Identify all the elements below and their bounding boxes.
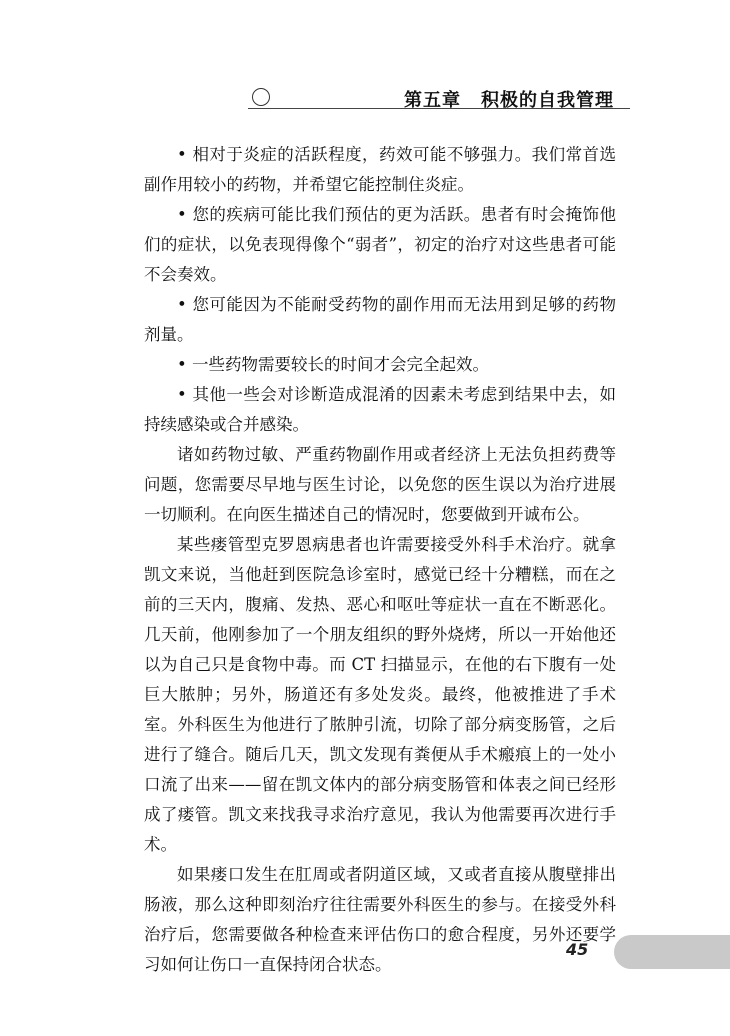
chapter-number: 第五章 bbox=[404, 90, 461, 111]
page-number: 45 bbox=[566, 940, 589, 959]
page-body bbox=[144, 140, 616, 980]
page-number-tab bbox=[614, 935, 730, 969]
chapter-header-circle bbox=[252, 88, 270, 106]
chapter-heading bbox=[404, 86, 614, 112]
chapter-title: 积极的自我管理 bbox=[481, 90, 614, 111]
paragraph: • 您可能因为不能耐受药物的副作用而无法用到足够的药物剂量。 bbox=[144, 295, 616, 344]
paragraph: 某些瘘管型克罗恩病患者也许需要接受外科手术治疗。就拿凯文来说，当他赶到医院急诊室时，感觉已经十分糟糕，而在之前的三天内，腹痛、发热、恶心和呕吐等症状一直在不断恶化。几天前，他刚参加了一个朋友组织的野外烧烤，所以一开始他还以为自己只是食物中毒。而 CT 扫描显示，在他的右下腹有一处巨大脓肿；另外，肠道还有多处发炎。最终，他被推进了手术室。外科医生为他进行了脓肿引流，切除了部分病变肠管，之后进行了缝合。随后几天，凯文发现有粪便从手术瘢痕上的一处小口流了出来——留在凯文体内的部分病变肠管和体表之间已经形成了瘘管。凯文来找我寻求治疗意见，我认为他需要再次进行手术。 bbox=[144, 535, 616, 854]
paragraph: • 相对于炎症的活跃程度，药效可能不够强力。我们常首选副作用较小的药物，并希望它能控制住炎症。 bbox=[144, 145, 616, 194]
paragraph: • 其他一些会对诊断造成混淆的因素未考虑到结果中去，如持续感染或合并感染。 bbox=[144, 385, 616, 434]
paragraph: 诸如药物过敏、严重药物副作用或者经济上无法负担药费等问题，您需要尽早地与医生讨论，以免您的医生误以为治疗进展一切顺利。在向医生描述自己的情况时，您要做到开诚布公。 bbox=[144, 445, 616, 524]
paragraph: • 一些药物需要较长的时间才会完全起效。 bbox=[177, 355, 489, 374]
paragraph: 如果瘘口发生在肛周或者阴道区域，又或者直接从腹壁排出肠液，那么这种即刻治疗往往需要外科医生的参与。在接受外科治疗后，您需要做各种检查来评估伤口的愈合程度，另外还要学习如何让伤口一直保持闭合状态。 bbox=[144, 865, 616, 974]
paragraph: • 您的疾病可能比我们预估的更为活跃。患者有时会掩饰他们的症状，以免表现得像个“弱者”，初定的治疗对这些患者可能不会奏效。 bbox=[144, 205, 616, 284]
